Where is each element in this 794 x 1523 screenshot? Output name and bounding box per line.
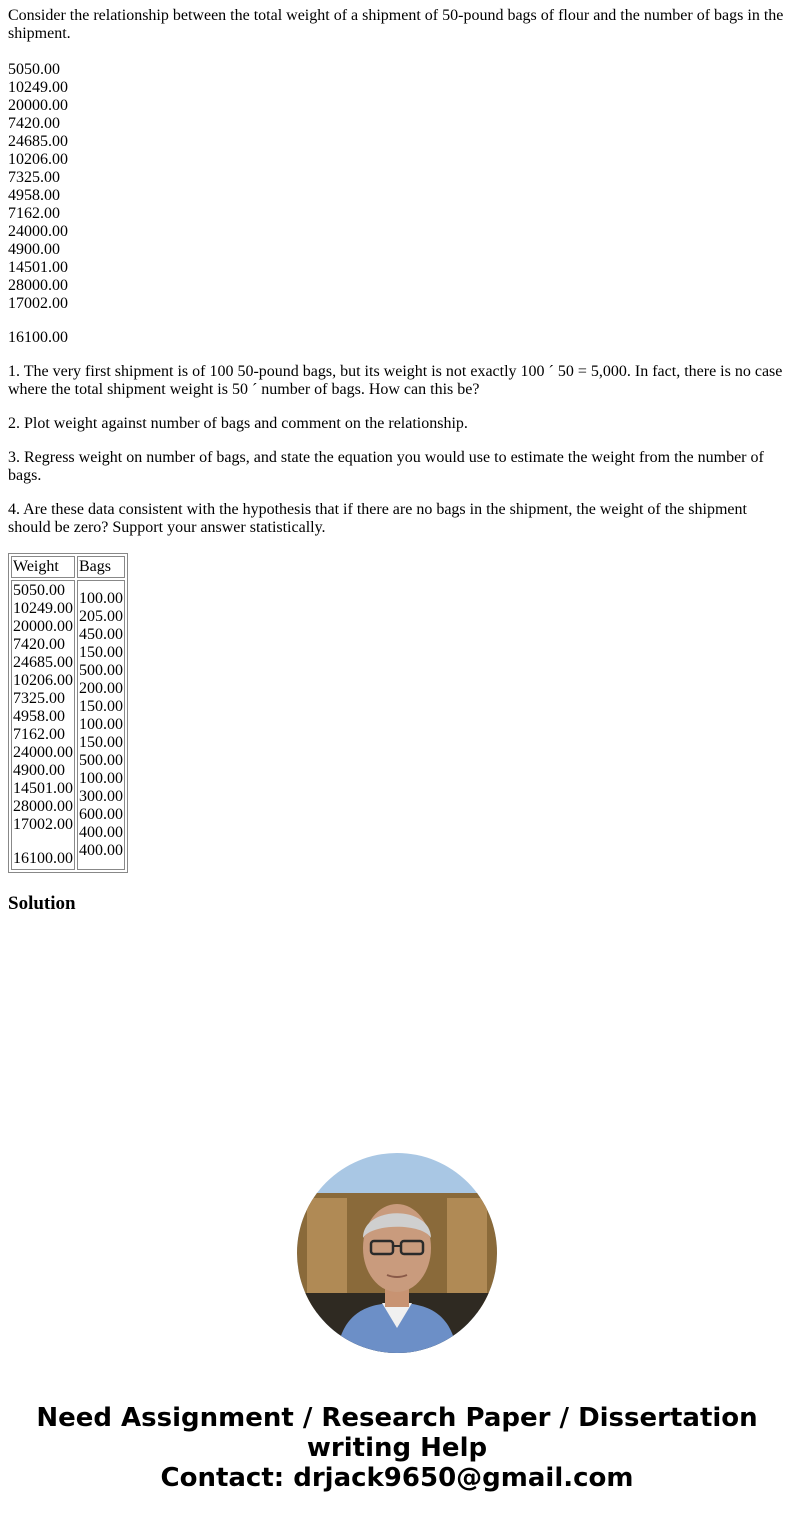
- weight-list-item: 20000.00: [8, 97, 68, 114]
- table-header-row: [11, 556, 125, 578]
- weight-cell-value: 7162.00: [13, 726, 65, 743]
- weight-cell-value: 4900.00: [13, 762, 65, 779]
- footer-line-1: Need Assignment / Research Paper / Dissertation: [36, 1403, 758, 1433]
- weight-cell-value: 7420.00: [13, 636, 65, 653]
- weight-cell-value: 24685.00: [13, 654, 73, 671]
- bags-cell-value: 300.00: [79, 788, 123, 805]
- weight-list-item: 28000.00: [8, 277, 68, 294]
- bags-cell-value: 150.00: [79, 698, 123, 715]
- table-row: [11, 580, 125, 870]
- weight-list-item: 10249.00: [8, 79, 68, 96]
- data-table: [8, 553, 128, 873]
- weight-list-item: 7325.00: [8, 169, 60, 186]
- bags-cell-value: 150.00: [79, 734, 123, 751]
- bags-values: [79, 590, 123, 860]
- author-avatar: [297, 1153, 497, 1353]
- weight-list-item: 24685.00: [8, 133, 68, 150]
- bags-cell-value: 500.00: [79, 662, 123, 679]
- weight-cell-value: 14501.00: [13, 780, 73, 797]
- intro-paragraph: Consider the relationship between the total weight of a shipment of 50-pound bags of flour and the number of bags in the shipment.: [8, 7, 784, 42]
- weight-list-item: 5050.00: [8, 61, 60, 78]
- bags-cell-value: 200.00: [79, 680, 123, 697]
- question-4: 4. Are these data consistent with the hypothesis that if there are no bags in the shipment, the weight of the shipment should be zero? Support your answer statistically.: [8, 501, 747, 536]
- weight-list-item: 14501.00: [8, 259, 68, 276]
- bags-cell-value: 100.00: [79, 590, 123, 607]
- weight-cell-value: 4958.00: [13, 708, 65, 725]
- weight-list-item: 10206.00: [8, 151, 68, 168]
- weight-list-item: 7162.00: [8, 205, 60, 222]
- weight-cell: [11, 580, 75, 870]
- question-2: 2. Plot weight against number of bags and comment on the relationship.: [8, 415, 468, 432]
- bags-cell-value: 400.00: [79, 824, 123, 841]
- footer-line-2: writing Help: [306, 1433, 488, 1463]
- bags-cell-value: 500.00: [79, 752, 123, 769]
- bags-cell-value: 205.00: [79, 608, 123, 625]
- bags-cell-value: 100.00: [79, 716, 123, 733]
- weight-list-item: 4958.00: [8, 187, 60, 204]
- bags-cell-value: 450.00: [79, 626, 123, 643]
- weights-list: [8, 61, 786, 313]
- bags-cell-value: 150.00: [79, 644, 123, 661]
- weight-cell-value: 7325.00: [13, 690, 65, 707]
- bags-cell-value: 100.00: [79, 770, 123, 787]
- weight-list-item: 7420.00: [8, 115, 60, 132]
- weight-list-item: 4900.00: [8, 241, 60, 258]
- weight-list-item: 17002.00: [8, 295, 68, 312]
- weight-cell-value: 20000.00: [13, 618, 73, 635]
- weight-cell-value: 5050.00: [13, 582, 65, 599]
- weight-cell-value: 24000.00: [13, 744, 73, 761]
- footer-banner: [0, 1403, 794, 1493]
- header-bags: Bags: [77, 556, 125, 578]
- bags-cell: [77, 580, 125, 870]
- solution-heading: Solution: [8, 893, 76, 914]
- weight-cell-value: 17002.00: [13, 816, 73, 833]
- weight-list-item: 24000.00: [8, 223, 68, 240]
- question-1: 1. The very first shipment is of 100 50-pound bags, but its weight is not exactly 100 ´ 50 = 5,000. In fact, there is no case where the total shipment weight is 50 ´ number of bags. How can this be?: [8, 363, 783, 398]
- question-3: 3. Regress weight on number of bags, and state the equation you would use to estimate the weight from the number of bags.: [8, 449, 764, 484]
- weights-last-value: 16100.00: [8, 329, 68, 346]
- bags-cell-value: 400.00: [79, 842, 123, 859]
- weight-cell-value: 10249.00: [13, 600, 73, 617]
- weight-cell-value: 28000.00: [13, 798, 73, 815]
- weight-values: [13, 582, 73, 834]
- document-body: [8, 7, 786, 914]
- weight-last-cell-value: 16100.00: [13, 850, 73, 867]
- header-weight: Weight: [11, 556, 75, 578]
- weight-cell-value: 10206.00: [13, 672, 73, 689]
- footer-contact: Contact: drjack9650@gmail.com: [160, 1463, 634, 1493]
- bags-cell-value: 600.00: [79, 806, 123, 823]
